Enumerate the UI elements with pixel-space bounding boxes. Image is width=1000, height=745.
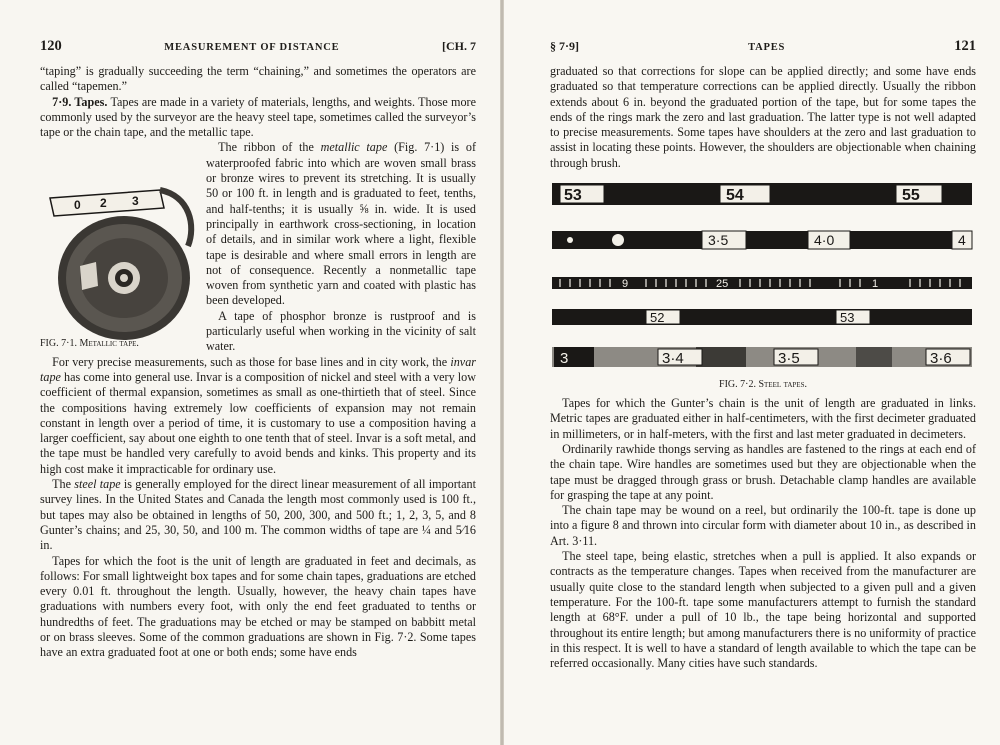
tape-4-ribbon xyxy=(552,309,972,325)
left-running-head xyxy=(40,38,476,62)
metallic-lead-text: The ribbon of the xyxy=(218,140,314,155)
paragraph-gunter: Tapes for which the Gunter’s chain is the unit of length are graduated in links. Metric tapes are graduated either in half-centimeters, with the first decimeter graduated in millimeters, or in half-meters, with the first and last meter graduated in decimeters. xyxy=(550,396,976,441)
metallic-tape-term: metallic tape xyxy=(320,140,388,155)
page-number-left: 120 xyxy=(40,38,62,54)
invar-tape-term: invar tape xyxy=(40,354,476,384)
tape-3-ribbon xyxy=(552,277,972,289)
paragraph-invar xyxy=(40,355,476,477)
tape-5-label: 3·4 xyxy=(662,350,684,368)
tape-2-rivet xyxy=(612,234,624,246)
right-page xyxy=(504,0,1000,745)
paragraph-continued: graduated so that corrections for slope can be applied directly; and some have ends graduated so that temperature corrections can be applied directly. Usually the ribbon extends about 6 in. beyond the graduated portion of the tape, but for some tapes the ends of the rings mark the zero and last graduation. The latter type is not well adapted to precise measurements. Some tapes have shoulders at the zero and last graduation to assist in locating these points. However, the shoulders are objectionable when chaining through brush. xyxy=(550,64,976,170)
tape-5-label: 3·6 xyxy=(930,350,952,368)
steel-tapes-illustration xyxy=(550,179,976,377)
figure-7-1-caption: FIG. 7·1. Metallic tape. xyxy=(40,338,139,349)
tape-5-shade xyxy=(856,347,892,367)
tape-1-label: 55 xyxy=(902,187,920,205)
tape-3-label: 25 xyxy=(716,278,729,291)
steel-tape-term: steel tape xyxy=(74,477,121,492)
steel-text: is generally employed for the direct linear measurement of all important survey lines. In the United States and Canada the length most commonly used is 100 ft., but tapes may also be obtained in lengths of 50, 200, 300, and 500 ft.; 1, 2, 3, 5, and 8 Gunter’s chains; and 25, 30, 50, and 100 m. The common widths of tape are ¼ and 5⁄16 in. xyxy=(40,477,476,553)
tape-4-label: 52 xyxy=(650,310,665,326)
paragraph-rawhide: Ordinarily rawhide thongs serving as handles are fastened to the rings at each end of the chain tape. Wire handles are sometimes used but they are objectionable when the tape must be dragged through grass or brush. Detachable clamp handles are available for grasping the tape at any point. xyxy=(550,441,976,502)
paragraph-intro: “taping” is gradually succeeding the term “chaining,” and sometimes the operators are called “tapemen.” xyxy=(40,64,476,94)
paragraph-tapes xyxy=(40,95,476,141)
tape-2-label: 4·0 xyxy=(814,232,835,249)
invar-text: has come into general use. Invar is a composition of nickel and steel with a very low coefficient of thermal expansion, sometimes as small as one-thirtieth that of steel. Since the compositions having extremely low coefficients of expansion may not remain constant in length over a period of time, it is customary to use a composition having a larger coefficient, say about one eighth to one tenth that of steel. Invar is a soft metal, and the tape must be handled very carefully to avoid bends and kinks. This property and its high cost make it impracticable for ordinary use. xyxy=(40,369,476,476)
steel-lead-text: The xyxy=(52,477,72,492)
reel-tape-number: 2 xyxy=(100,196,107,210)
running-title-right: TAPES xyxy=(748,42,786,53)
running-title-left: MEASUREMENT OF DISTANCE xyxy=(164,42,340,53)
tape-5-ribbon xyxy=(552,347,972,367)
metallic-tape-reel xyxy=(40,186,200,346)
section-heading: 7·9. Tapes. xyxy=(52,94,108,109)
tape-3-label: 1 xyxy=(872,278,879,291)
chapter-label: [CH. 7 xyxy=(442,39,476,53)
page-number-right: 121 xyxy=(954,38,976,54)
paragraph-reel: The chain tape may be wound on a reel, but ordinarily the 100-ft. tape is done up into a figure 8 and thrown into circular form with diameter about 10 in., as described in Art. 3·11. xyxy=(550,503,976,548)
reel-tape-number: 3 xyxy=(132,194,139,208)
paragraph-graduations: Tapes for which the foot is the unit of length are graduated in feet and decimals, as follows: For small lightweight box tapes and for some chain tapes, graduations are etched every 0.01 ft. throughout the length. Usually, however, the heavy chain tapes have graduations with numbers every foot, with only the end feet graduated to tenths or hundredths of feet. The graduations may be etched or may be stamped on babbitt metal or on brass sleeves. Some of the common graduations are shown in Fig. 7·2. Some tapes have an extra graduated foot at one or both ends; some have ends xyxy=(40,553,476,660)
figure-7-1 xyxy=(40,186,200,361)
paragraph-tapes-text: Tapes are made in a variety of materials, lengths, and weights. Those more commonly used by the surveyor are the heavy steel tape, sometimes called the surveyor’s tape or the chain tape, and the metallic tape. xyxy=(40,94,476,140)
tape-5-label: 3·5 xyxy=(778,350,800,368)
tape-2-label: 4 xyxy=(958,232,966,249)
figure-7-2-caption: FIG. 7·2. Steel tapes. xyxy=(719,379,807,391)
tape-3-label: 9 xyxy=(622,278,629,291)
tape-5-label: 3 xyxy=(560,350,569,368)
paragraph-steel xyxy=(40,477,476,553)
tape-5-shade xyxy=(696,347,746,367)
tape-4-label: 53 xyxy=(840,310,855,326)
tape-1-label: 53 xyxy=(564,187,582,205)
invar-lead-text: For very precise measurements, such as those for base lines and in city work, the xyxy=(52,354,448,369)
metallic-text: (Fig. 7·1) is of waterproofed fabric into which are woven small brass or bronze wires to prevent its stretching. It is usually 50 or 100 ft. in length and is graduated to feet, tenths, and half-tenths; it is usually ⅝ in. wide. It is used principally in earthwork cross-sectioning, in location of details, and in similar work where a light, flexible tape is desirable and where small errors in length are not of consequence. Recently a nonmetallic tape woven from synthetic yarn and coated with plastic has been developed. xyxy=(206,140,476,308)
figure-7-2 xyxy=(550,179,976,390)
reel-tape-number: 0 xyxy=(74,198,81,212)
tape-1-label: 54 xyxy=(726,187,744,205)
tape-2-rivet xyxy=(567,237,573,243)
paragraph-elastic: The steel tape, being elastic, stretches when a pull is applied. It also expands or contracts as the temperature changes. Tapes when received from the manufacturer are usually quite close to the standard length when subjected to a given pull and a given temperature. For the 100-ft. tape some manufacturers attempt to furnish the standard length at 68°F. under a pull of 10 lb., the tape being horizontal and supported throughout its entire length; but among manufacturers there is no uniformity of practice in this respect. It is well to have a standard of length available to which the tape can be referred occasionally. Many cities have such standards. xyxy=(550,549,976,671)
paragraph-phosphor: A tape of phosphor bronze is rustproof and is particularly useful when working in the vicinity of salt water. xyxy=(206,308,476,354)
tape-2-label: 3·5 xyxy=(708,232,729,249)
right-running-head xyxy=(550,38,976,62)
section-reference: § 7·9] xyxy=(550,39,579,53)
